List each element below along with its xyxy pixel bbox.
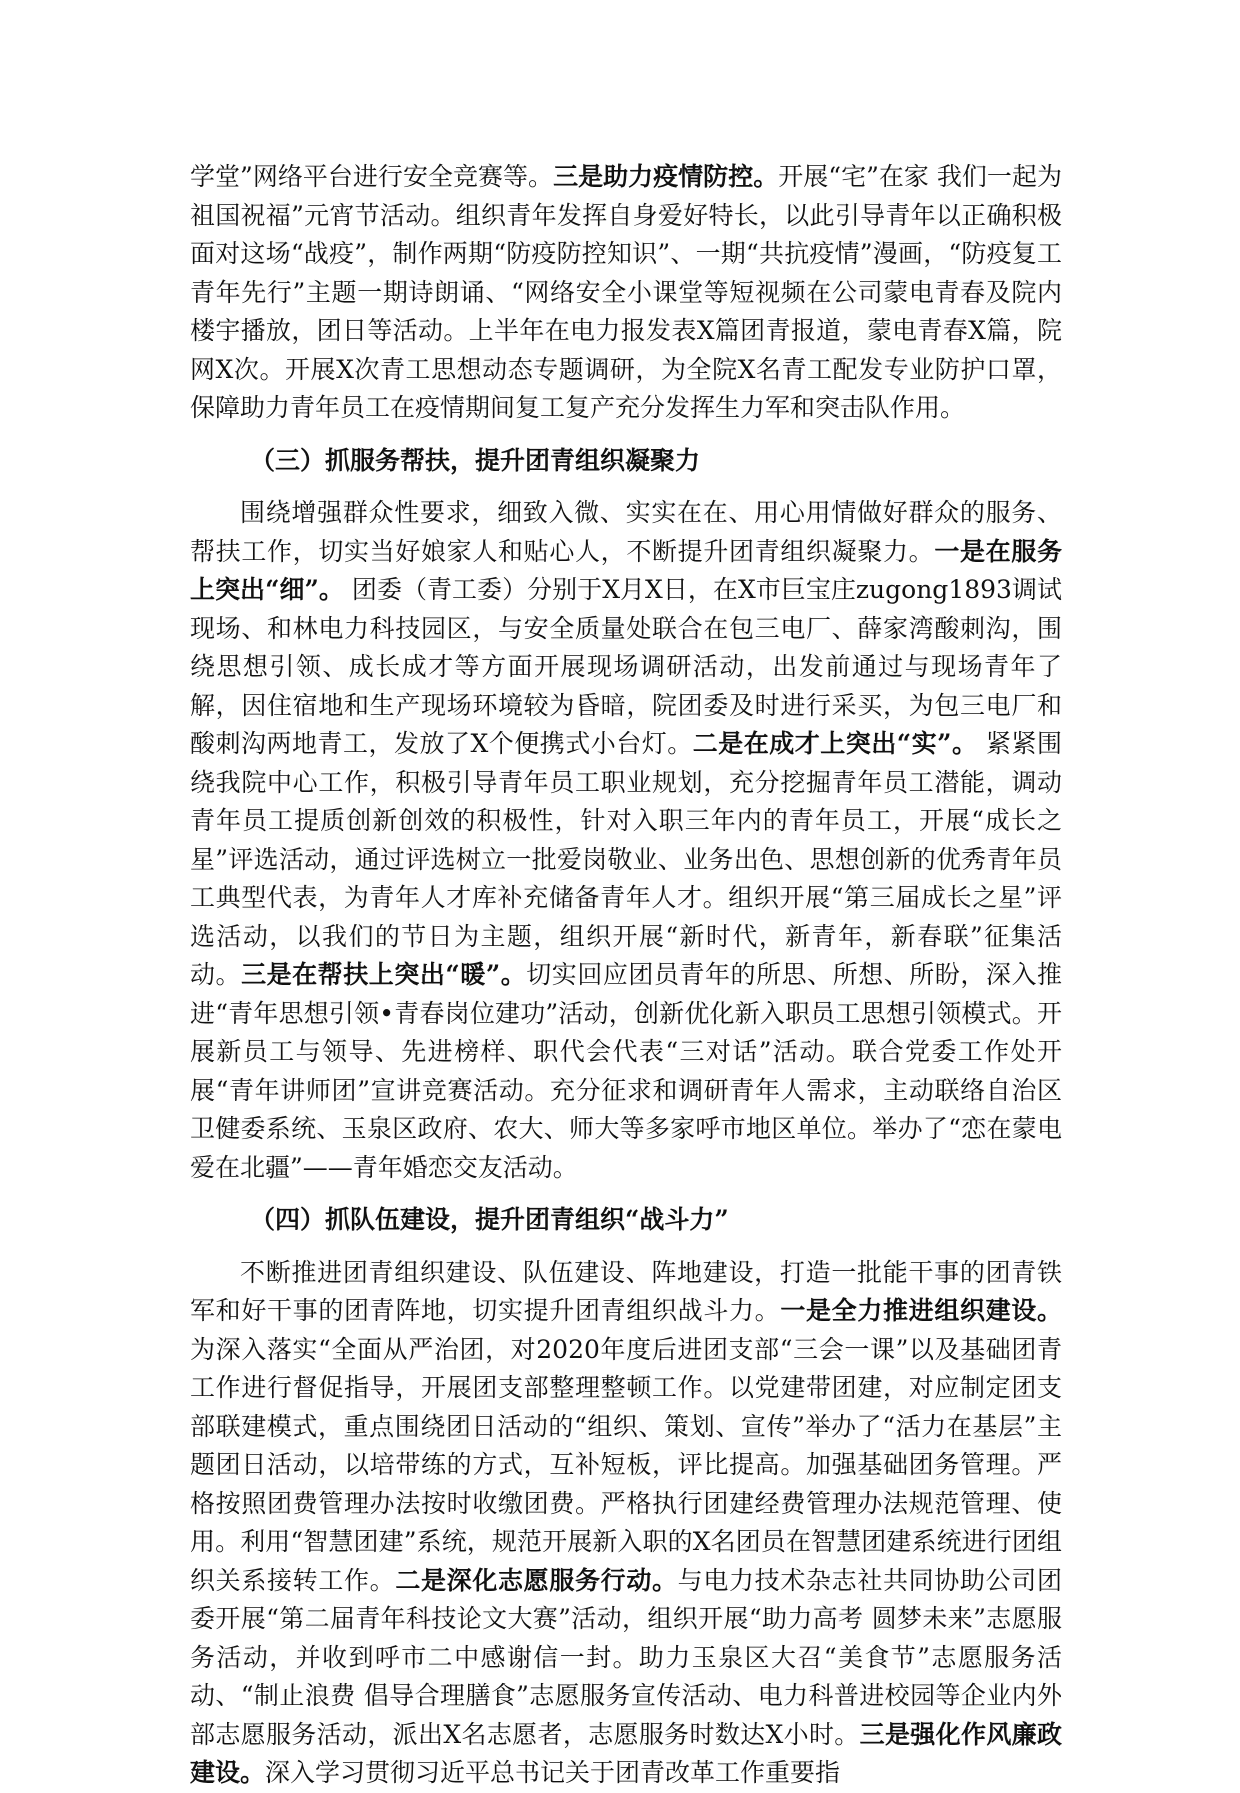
- text-run: 开展“宅”在家 我们一起为祖国祝福”元宵节活动。组织青年发挥自身爱好特长，以此引导青年以正确积极面对这场“战疫”，制作两期“防疫防控知识”、一期“共抗疫情”漫画，“防疫复工 青年先行”主题一期诗朗诵、“网络安全小课堂等短视频在公司蒙电青春及院内楼宇播放，团日等活动。上半年在电力报发表X篇团青报道，蒙电青春X篇，院网X次。开展X次青工思想动态专题调研，为全院X名青工配发专业防护口罩，保障助力青年员工在疫情期间复工复产充分发挥生力军和突击队作用。: [190, 162, 1062, 422]
- bold-lead: 三是助力疫情防控。: [553, 162, 779, 191]
- text-run: 团委（青工委）分别于X月X日，在X市巨宝庄zugong1893调试现场、和林电力科技园区，与安全质量处联合在包三电厂、薛家湾酸刺沟，围绕思想引领、成长成才等方面开展现场调研活动，出发前通过与现场青年了解，因住宿地和生产现场环境较为昏暗，院团委及时进行采买，为包三电厂和酸刺沟两地青工，发放了X个便携式小台灯。: [190, 575, 1062, 758]
- text-run: 不断推进团青组织建设、队伍建设、阵地建设，打造一批能干事的团青铁军和好干事的团青阵地，切实提升团青组织战斗力。: [190, 1257, 1062, 1325]
- text-run: 紧紧围绕我院中心工作，积极引导青年员工职业规划，充分挖掘青年员工潜能，调动青年员工提质创新创效的积极性，针对入职三年内的青年员工，开展“成长之星”评选活动，通过评选树立一批爱岗敬业、业务出色、思想创新的优秀青年员工典型代表，为青年人才库补充储备青年人才。组织开展“第三届成长之星”评选活动，以我们的节日为主题，组织开展“新时代，新青年，新春联”征集活动。: [190, 729, 1062, 989]
- bold-lead: 二是深化志愿服务行动。: [395, 1565, 678, 1595]
- bold-lead: 二是在成才上突出“实”。: [692, 729, 978, 758]
- text-run: 学堂”网络平台进行安全竞赛等。: [190, 162, 554, 191]
- text-run: 深入学习贯彻习近平总书记关于团青改革工作重要指: [265, 1758, 841, 1787]
- bold-lead: 三是强化作风廉政建设。: [190, 1719, 1062, 1787]
- section-heading-3: （三）抓服务帮扶，提升团青组织凝聚力: [250, 445, 701, 475]
- paragraph-team-building: [190, 1254, 1062, 1793]
- bold-lead: 三是在帮扶上突出“暖”。: [241, 960, 527, 989]
- bold-lead: 一是全力推进组织建设。: [780, 1296, 1062, 1325]
- paragraph-service: [190, 494, 1062, 1187]
- text-run: 切实回应团员青年的所思、所想、所盼，深入推进“青年思想引领•青春岗位建功”活动，创新优化新入职员工思想引领模式。开展新员工与领导、先进榜样、职代会代表“三对话”活动。联合党委工作处开展“青年讲师团”宣讲竞赛活动。充分征求和调研青年人需求，主动联络自治区卫健委系统、玉泉区政府、农大、师大等多家呼市地区单位。举办了“恋在蒙电 爱在北疆”——青年婚恋交友活动。: [190, 960, 1062, 1182]
- section-heading-4: （四）抓队伍建设，提升团青组织“战斗力”: [250, 1205, 729, 1234]
- bold-lead: 一是在服务上突出“细”。: [190, 536, 1062, 604]
- text-run: 与电力技术杂志社共同协助公司团委开展“第二届青年科技论文大赛”活动，组织开展“助力高考 圆梦未来”志愿服务活动，并收到呼市二中感谢信一封。助力玉泉区大召“美食节”志愿服务活动、“制止浪费 倡导合理膳食”志愿服务宣传活动、电力科普进校园等企业内外部志愿服务活动，派出X名志愿者，志愿服务时数达X小时。: [190, 1565, 1062, 1749]
- text-run: 围绕增强群众性要求，细致入微、实实在在、用心用情做好群众的服务、帮扶工作，切实当好娘家人和贴心人，不断提升团青组织凝聚力。: [190, 498, 1062, 566]
- paragraph-epidemic: [190, 158, 1062, 428]
- text-run: 为深入落实“全面从严治团，对2020年度后进团支部“三会一课”以及基础团青工作进行督促指导，开展团支部整理整顿工作。以党建带团建，对应制定团支部联建模式，重点围绕团日活动的“组织、策划、宣传”举办了“活力在基层”主题团日活动，以培带练的方式，互补短板，评比提高。加强基础团务管理。严格按照团费管理办法按时收缴团费。严格执行团建经费管理办法规范管理、使用。利用“智慧团建”系统，规范开展新入职的X名团员在智慧团建系统进行团组织关系接转工作。: [190, 1334, 1062, 1595]
